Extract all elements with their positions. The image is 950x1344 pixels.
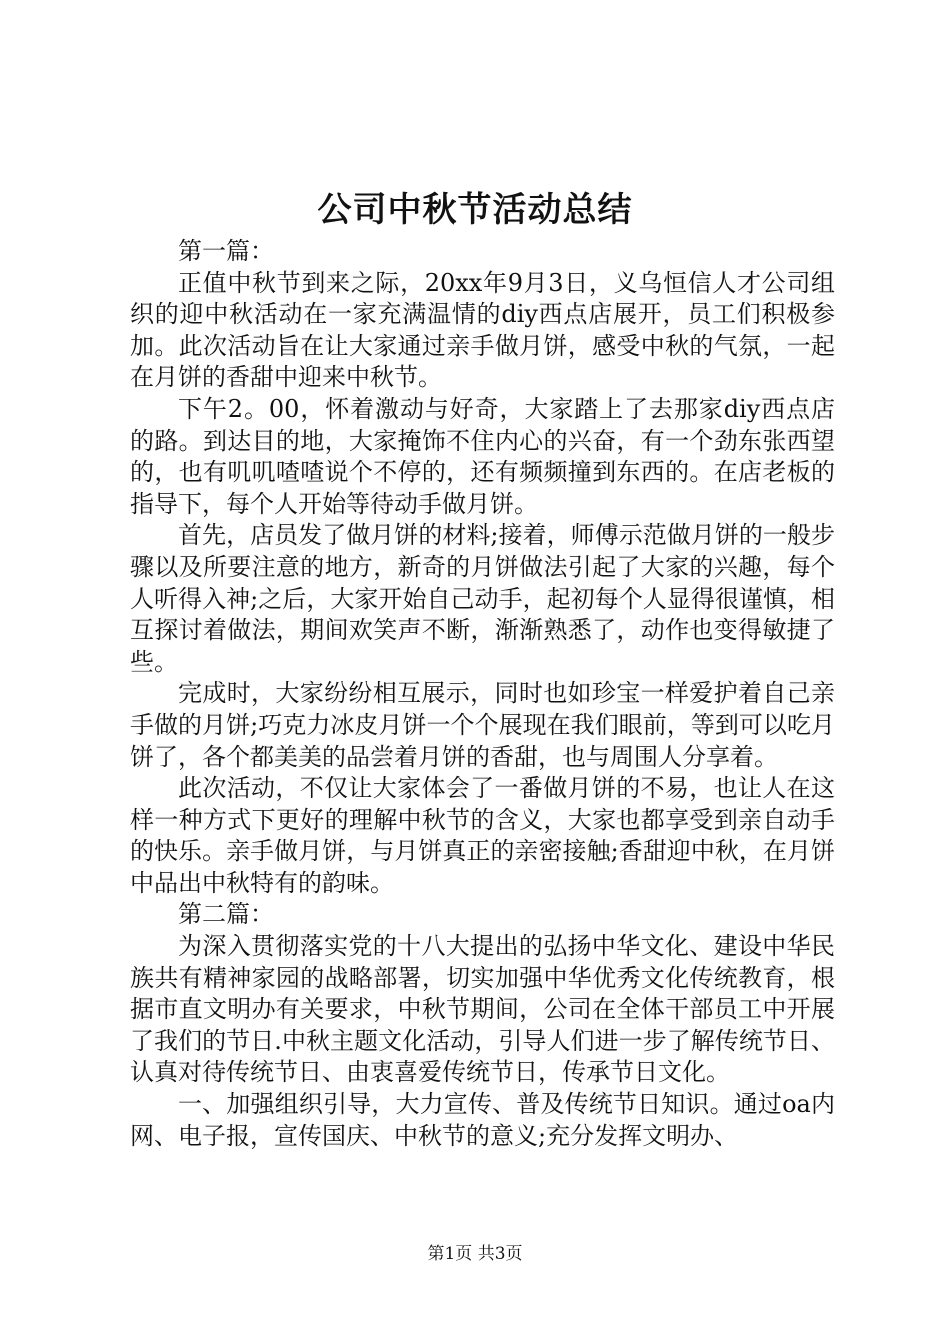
paragraph: 完成时，大家纷纷相互展示，同时也如珍宝一样爱护着自己亲手做的月饼;巧克力冰皮月饼一个个展现在我们眼前，等到可以吃月饼了，各个都美美的品尝着月饼的香甜，也与周围人分享着。	[130, 679, 835, 771]
paragraph: 首先，店员发了做月饼的材料;接着，师傅示范做月饼的一般步骤以及所要注意的地方，新奇的月饼做法引起了大家的兴趣，每个人听得入神;之后，大家开始自己动手，起初每个人显得很谨慎，相互探讨着做法，期间欢笑声不断，渐渐熟悉了，动作也变得敏捷了些。	[130, 521, 835, 676]
document-title: 公司中秋节活动总结	[317, 190, 633, 230]
paragraph: 此次活动，不仅让大家体会了一番做月饼的不易，也让人在这样一种方式下更好的理解中秋节的含义，大家也都享受到亲自动手的快乐。亲手做月饼，与月饼真正的亲密接触;香甜迎中秋，在月饼中品出中秋特有的韵味。	[130, 774, 835, 897]
paragraph: 第一篇：	[178, 237, 274, 265]
paragraph: 为深入贯彻落实党的十八大提出的弘扬中华文化、建设中华民族共有精神家园的战略部署，切实加强中华优秀文化传统教育，根据市直文明办有关要求，中秋节期间，公司在全体干部员工中开展了我们的节日.中秋主题文化活动，引导人们进一步了解传统节日、认真对待传统节日、由衷喜爱传统节日，传承节日文化。	[130, 932, 835, 1087]
paragraph: 第二篇：	[178, 900, 274, 929]
paragraph: 一、加强组织引导，大力宣传、普及传统节日知识。通过oa内网、电子报，宣传国庆、中秋节的意义;充分发挥文明办、	[130, 1090, 835, 1150]
paragraph: 正值中秋节到来之际，20xx年9月3日，义乌恒信人才公司组织的迎中秋活动在一家充满温情的diy西点店展开，员工们积极参加。此次活动旨在让大家通过亲手做月饼，感受中秋的气氛，一起在月饼的香甜中迎来中秋节。	[130, 268, 835, 392]
document-body	[130, 236, 835, 1152]
page-footer: 第1页 共3页	[427, 1244, 523, 1264]
paragraph: 下午2。00，怀着激动与好奇，大家踏上了去那家diy西点店的路。到达目的地，大家掩饰不住内心的兴奋，有一个劲东张西望的，也有叽叽喳喳说个不停的，还有频频撞到东西的。在店老板的指导下，每个人开始等待动手做月饼。	[130, 394, 835, 518]
